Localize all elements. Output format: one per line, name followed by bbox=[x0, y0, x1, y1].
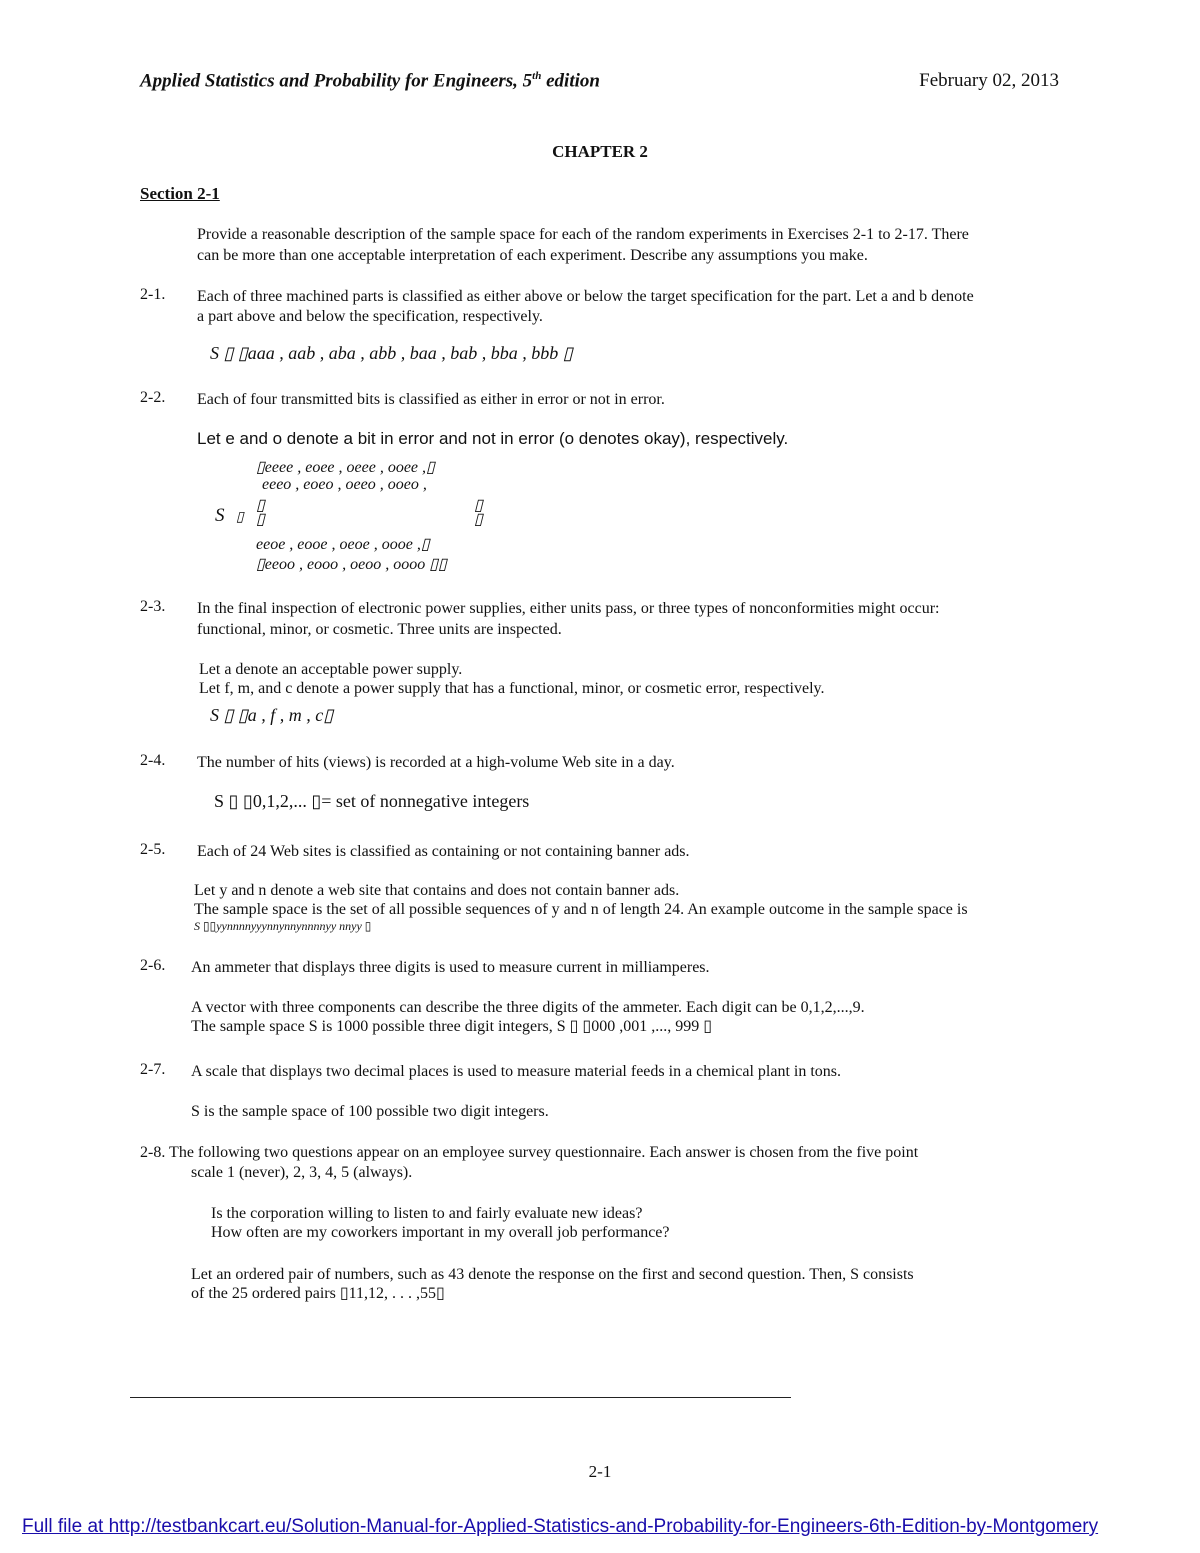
exercise-note: of the 25 ordered pairs ▯11,12, . . . ,55▯ bbox=[191, 1285, 445, 1302]
title-superscript: th bbox=[532, 70, 542, 82]
exercise-text: functional, minor, or cosmetic. Three units are inspected. bbox=[197, 621, 562, 638]
exercise-number: 2-7. bbox=[140, 1061, 166, 1078]
document-date: February 02, 2013 bbox=[919, 70, 1059, 91]
footer-divider bbox=[130, 1397, 791, 1398]
exercise-note: The sample space S is 1000 possible three digit integers, S ▯ ▯000 ,001 ,..., 999 ▯ bbox=[191, 1018, 713, 1035]
matrix-row: eeeo , eoeo , oeeo , ooeo , bbox=[262, 476, 427, 493]
exercise-note: Let f, m, and c denote a power supply that has a functional, minor, or cosmetic error, respectively. bbox=[199, 680, 825, 697]
document-title: Applied Statistics and Probability for Engineers, 5th edition bbox=[140, 70, 600, 92]
exercise-note: The sample space is the set of all possible sequences of y and n of length 24. An example outcome in the sample space is bbox=[194, 901, 968, 918]
brace-mark: ▯ bbox=[474, 511, 483, 528]
exercise-text: Each of 24 Web sites is classified as containing or not containing banner ads. bbox=[197, 843, 690, 860]
matrix-row: ▯eeee , eoee , oeee , ooee ,▯ bbox=[256, 459, 435, 476]
chapter-heading: CHAPTER 2 bbox=[552, 142, 648, 161]
page-number: 2-1 bbox=[588, 1462, 612, 1481]
exercise-number: 2-2. bbox=[140, 389, 166, 406]
survey-question: Is the corporation willing to listen to and fairly evaluate new ideas? bbox=[211, 1205, 643, 1222]
exercise-note: S is the sample space of 100 possible two digit integers. bbox=[191, 1103, 549, 1120]
exercise-text: a part above and below the specification, respectively. bbox=[197, 308, 543, 325]
survey-question: How often are my coworkers important in my overall job performance? bbox=[211, 1224, 670, 1241]
exercise-text: The number of hits (views) is recorded at a high-volume Web site in a day. bbox=[197, 754, 675, 771]
set-symbol: S bbox=[215, 505, 225, 526]
exercise-number: 2-6. bbox=[140, 957, 166, 974]
exercise-number: 2-5. bbox=[140, 841, 166, 858]
full-file-link[interactable]: Full file at http://testbankcart.eu/Solution-Manual-for-Applied-Statistics-and-Probability-for-Engineers-6th-Edition-by-Montgomery bbox=[22, 1516, 1099, 1537]
exercise-number: 2-4. bbox=[140, 752, 166, 769]
brace-mark: ▯ bbox=[256, 511, 265, 528]
exercise-text: scale 1 (never), 2, 3, 4, 5 (always). bbox=[191, 1164, 413, 1181]
intro-line-1: Provide a reasonable description of the sample space for each of the random experiments in Exercises 2-1 to 2-17. There bbox=[197, 226, 969, 243]
exercise-note: Let a denote an acceptable power supply. bbox=[199, 661, 463, 678]
brace-mark: ▯ bbox=[474, 497, 483, 514]
exercise-text: In the final inspection of electronic power supplies, either units pass, or three types of nonconformities might occur: bbox=[197, 600, 940, 617]
matrix-row: ▯eeoo , eooo , oeoo , oooo ▯▯ bbox=[256, 556, 447, 573]
exercise-text: Each of four transmitted bits is classified as either in error or not in error. bbox=[197, 391, 665, 408]
exercise-note: Let an ordered pair of numbers, such as 43 denote the response on the first and second question. Then, S consists bbox=[191, 1266, 914, 1283]
intro-line-2: can be more than one acceptable interpretation of each experiment. Describe any assumptions you make. bbox=[197, 247, 868, 264]
exercise-note: Let e and o denote a bit in error and not in error (o denotes okay), respectively. bbox=[197, 429, 789, 448]
exercise-note: Let y and n denote a web site that contains and does not contain banner ads. bbox=[194, 882, 680, 899]
sample-space-equation: S ▯ ▯0,1,2,... ▯= set of nonnegative integers bbox=[214, 791, 530, 811]
exercise-note: A vector with three components can describe the three digits of the ammeter. Each digit can be 0,1,2,...,9. bbox=[191, 999, 865, 1016]
matrix-row: eeoe , eooe , oeoe , oooe ,▯ bbox=[256, 536, 430, 553]
exercise-text: 2-8. The following two questions appear on an employee survey questionnaire. Each answer is chosen from the five point bbox=[140, 1144, 919, 1161]
section-heading: Section 2-1 bbox=[140, 184, 220, 203]
exercise-number: 2-3. bbox=[140, 598, 166, 615]
brace-mark: ▯ bbox=[236, 510, 244, 525]
exercise-text: Each of three machined parts is classified as either above or below the target specification for the part. Let a and b denote bbox=[197, 288, 974, 305]
brace-mark: ▯ bbox=[256, 497, 265, 514]
exercise-number: 2-1. bbox=[140, 286, 166, 303]
sample-space-equation: S ▯ ▯a , f , m , c▯ bbox=[210, 705, 334, 725]
exercise-text: An ammeter that displays three digits is used to measure current in milliamperes. bbox=[191, 959, 710, 976]
exercise-text: A scale that displays two decimal places is used to measure material feeds in a chemical plant in tons. bbox=[191, 1063, 842, 1080]
sample-space-equation: S ▯ ▯aaa , aab , aba , abb , baa , bab , bba , bbb ▯ bbox=[210, 343, 573, 363]
sample-space-equation: S ▯▯yynnnnyyynnynnynnnnyy nnyy ▯ bbox=[194, 919, 372, 933]
